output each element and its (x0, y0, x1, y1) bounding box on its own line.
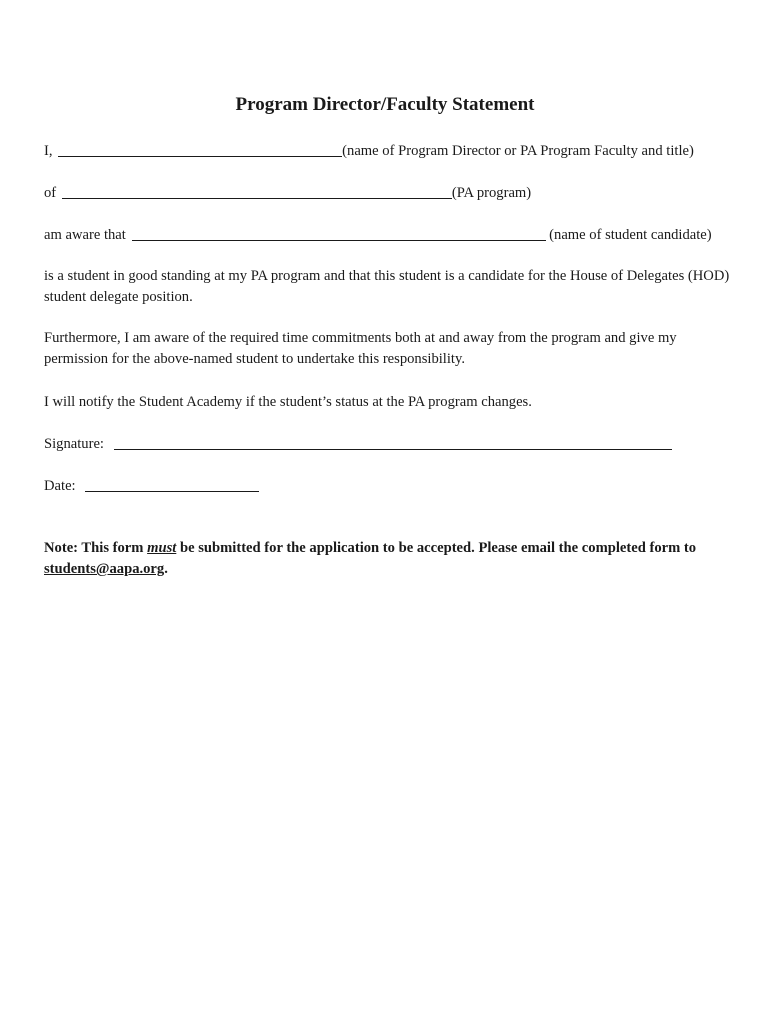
note-end: . (164, 561, 168, 577)
date-label: Date: (44, 478, 76, 494)
submission-note (44, 538, 734, 580)
director-name-prefix: I, (44, 143, 53, 159)
note-emphasis: must (147, 540, 177, 556)
program-hint: (PA program) (451, 185, 532, 201)
director-name-line (44, 141, 694, 161)
program-field[interactable] (62, 184, 452, 199)
director-name-field[interactable] (58, 142, 342, 157)
student-name-line (44, 225, 712, 245)
signature-field[interactable] (114, 435, 672, 450)
note-middle: be submitted for the application to be accepted. Please email the completed form to (179, 540, 697, 556)
date-field[interactable] (85, 477, 259, 492)
student-name-field[interactable] (132, 226, 546, 241)
notify-paragraph: I will notify the Student Academy if the student’s status at the PA program changes. (44, 394, 532, 410)
signature-label: Signature: (44, 436, 104, 452)
director-name-hint: (name of Program Director or PA Program Faculty and title) (342, 143, 694, 159)
note-prefix: Note: This form (44, 540, 144, 556)
program-line (44, 183, 531, 203)
signature-line (44, 434, 672, 454)
good-standing-paragraph: is a student in good standing at my PA program and that this student is a candidate for the House of Delegates (HOD) student delegate position. (44, 268, 730, 305)
page-title: Program Director/Faculty Statement (235, 94, 535, 115)
student-name-prefix: am aware that (44, 227, 126, 243)
commitment-paragraph: Furthermore, I am aware of the required time commitments both at and away from the program and give my permission for the above-named student to undertake this responsibility. (44, 330, 677, 367)
date-line (44, 476, 259, 496)
email-link[interactable]: students@aapa.org (44, 561, 165, 577)
program-prefix: of (44, 185, 57, 201)
student-name-hint: (name of student candidate) (549, 227, 712, 243)
